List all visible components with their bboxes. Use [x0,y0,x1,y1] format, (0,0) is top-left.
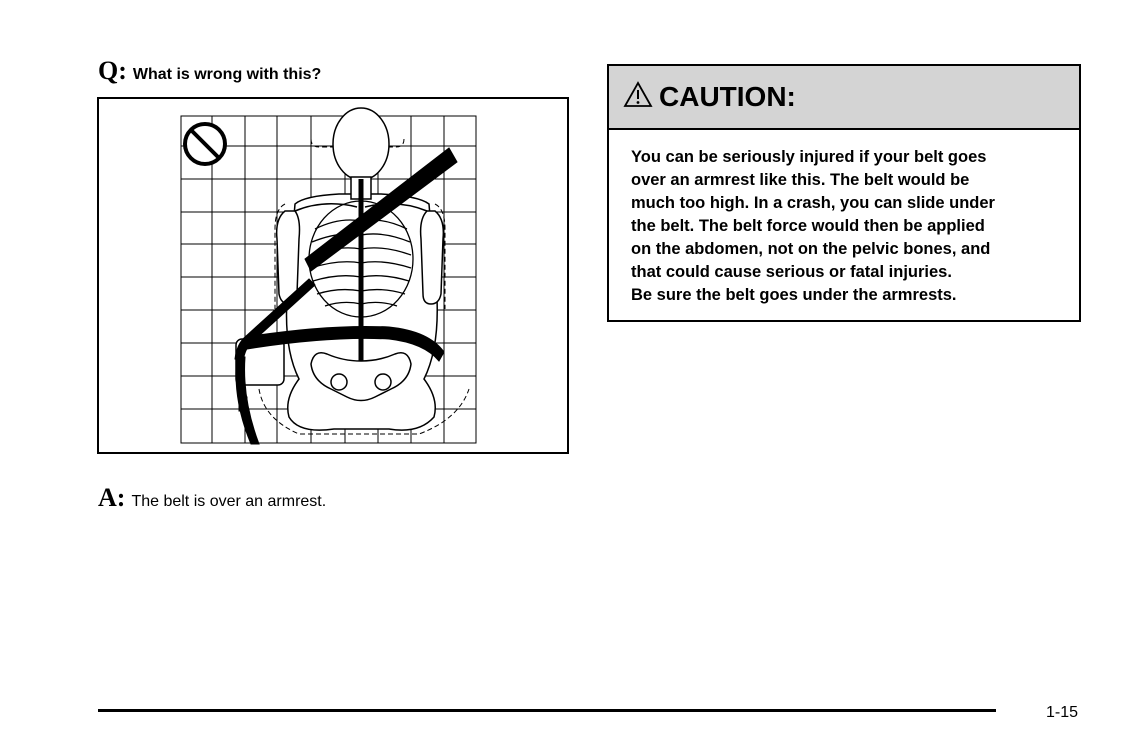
skeleton-belt-drawing [99,99,567,452]
footer-rule [98,709,996,712]
caution-line: the belt. The belt force would then be applied [631,217,985,235]
answer-text: The belt is over an armrest. [131,493,327,510]
caution-line: over an armrest like this. The belt would be [631,171,970,189]
caution-text [609,130,1079,307]
no-symbol-icon [185,124,225,164]
caution-line: that could cause serious or fatal injuries. [631,263,952,281]
seatbelt-illustration [97,97,569,454]
caution-line: You can be seriously injured if your belt goes [631,148,987,166]
caution-header [609,66,1079,130]
question-marker: Q: [98,56,127,85]
page-number: 1-15 [1046,704,1079,721]
question-text: What is wrong with this? [132,66,322,83]
caution-title: CAUTION: [659,81,796,112]
caution-line: on the abdomen, not on the pelvic bones, and [631,240,991,258]
answer [98,485,326,511]
answer-marker: A: [98,483,126,512]
caution-line: much too high. In a crash, you can slide under [631,194,995,212]
question [98,58,321,84]
caution-line: Be sure the belt goes under the armrests. [631,286,957,304]
warning-triangle-icon [623,81,653,114]
caution-box [607,64,1081,322]
